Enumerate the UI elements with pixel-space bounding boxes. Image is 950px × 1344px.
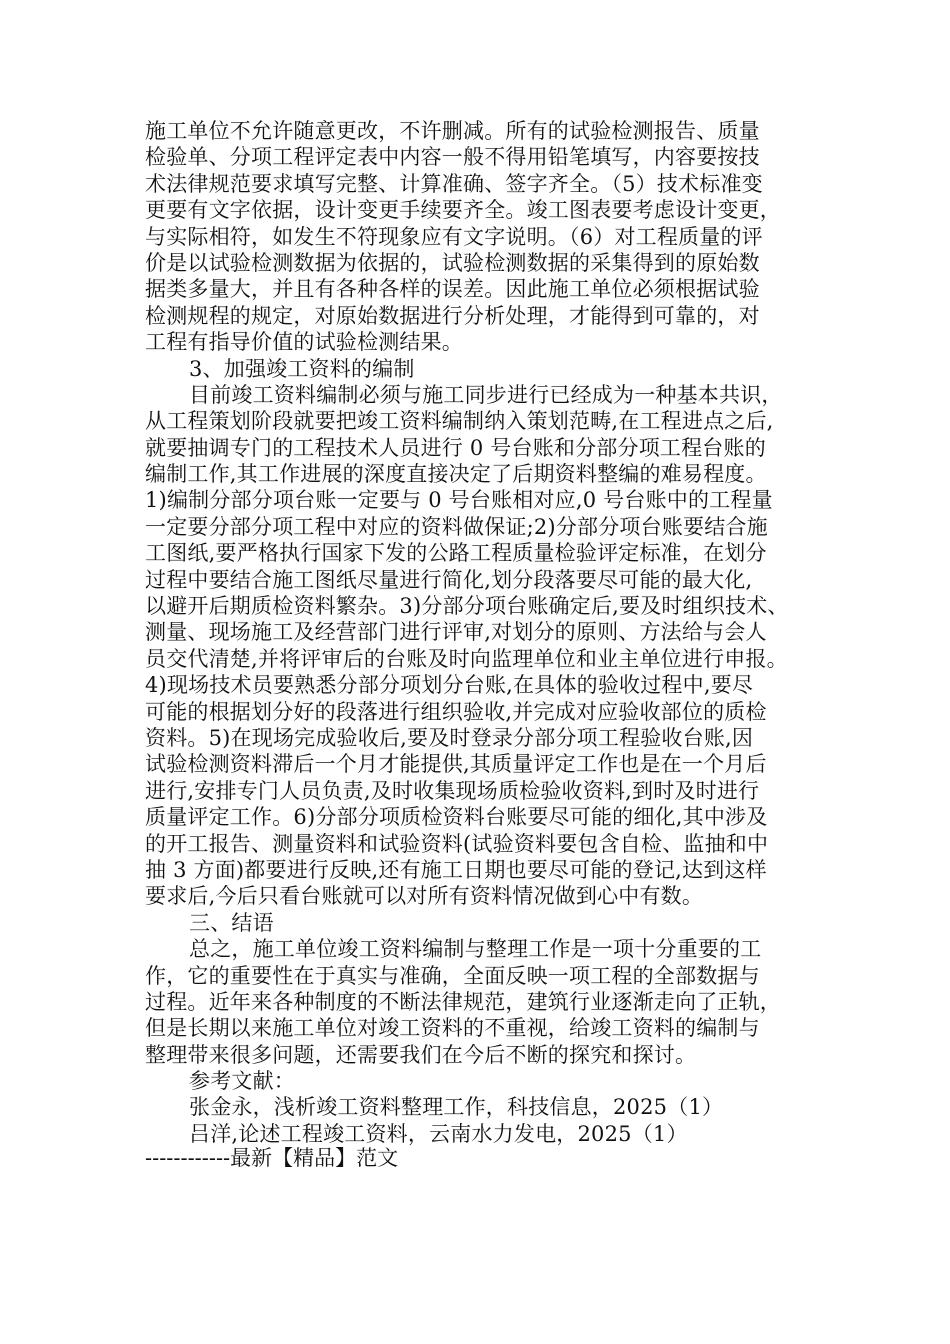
text-line: 就要抽调专门的工程技术人员进行 0 号台账和分部分项工程台账的 xyxy=(145,435,766,460)
text-line: 一定要分部分项工程中对应的资料做保证;2)分部分项台账要结合施 xyxy=(145,514,768,539)
document-body xyxy=(145,118,809,1147)
text-line: 以避开后期质检资料繁杂。3)分部分项台账确定后,要及时组织技术、 xyxy=(145,594,789,619)
text-line: 但是长期以来施工单位对竣工资料的不重视，给竣工资料的编制与 xyxy=(145,1016,760,1041)
text-line: 员交代清楚,并将评审后的台账及时向监理单位和业主单位进行申报。 xyxy=(145,646,788,671)
text-line: 过程中要结合施工图纸尽量进行简化,划分段落要尽可能的最大化, xyxy=(145,567,753,592)
text-line: 1)编制分部分项台账一定要与 0 号台账相对应,0 号台账中的工程量 xyxy=(145,488,773,513)
section-heading-3: 3、加强竣工资料的编制 xyxy=(189,356,415,381)
text-line: 工图纸,要严格执行国家下发的公路工程质量检验评定标准，在划分 xyxy=(145,541,767,566)
text-line: 的开工报告、测量资料和试验资料(试验资料要包含自检、监抽和中 xyxy=(145,831,769,856)
text-line: 过程。近年来各种制度的不断法律规范，建筑行业逐渐走向了正轨， xyxy=(145,989,781,1014)
reference-item: 吕洋,论述工程竣工资料，云南水力发电，2025（1） xyxy=(189,1121,688,1146)
references-heading: 参考文献： xyxy=(189,1069,295,1094)
text-line: 目前竣工资料编制必须与施工同步进行已经成为一种基本共识， xyxy=(189,382,783,407)
text-line: 术法律规范要求填写完整、计算准确、签字齐全。（5）技术标准变 xyxy=(145,171,763,196)
text-line: 抽 3 方面)都要进行反映,还有施工日期也要尽可能的登记,达到这样 xyxy=(145,857,767,882)
text-line: 据类多量大，并且有各种各样的误差。因此施工单位必须根据试验 xyxy=(145,277,760,302)
text-line: 检验单、分项工程评定表中内容一般不得用铅笔填写，内容要按技 xyxy=(145,145,760,170)
text-line: 总之，施工单位竣工资料编制与整理工作是一项十分重要的工 xyxy=(189,937,762,962)
text-line: 质量评定工作。6)分部分项质检资料台账要尽可能的细化,其中涉及 xyxy=(145,805,768,830)
text-line: 试验检测资料滞后一个月才能提供,其质量评定工作也是在一个月后 xyxy=(145,752,767,777)
text-line: 资料。5)在现场完成验收后,要及时登录分部分项工程验收台账,因 xyxy=(145,725,754,750)
section-heading-conclusion: 三、结语 xyxy=(189,910,274,935)
text-line: 编制工作,其工作进展的深度直接决定了后期资料整编的难易程度。 xyxy=(145,462,767,487)
text-line: 测量、现场施工及经营部门进行评审,对划分的原则、方法给与会人 xyxy=(145,620,767,645)
text-line: 与实际相符，如发生不符现象应有文字说明。（6）对工程质量的评 xyxy=(145,224,763,249)
text-line: 可能的根据划分好的段落进行组织验收,并完成对应验收部位的质检 xyxy=(145,699,767,724)
text-line: 工程有指导价值的试验检测结果。 xyxy=(145,330,463,355)
text-line: 从工程策划阶段就要把竣工资料编制纳入策划范畴,在工程进点之后, xyxy=(145,409,774,434)
text-line: 整理带来很多问题，还需要我们在今后不断的探究和探讨。 xyxy=(145,1042,697,1067)
text-line: 更要有文字依据，设计变更手续要齐全。竣工图表要考虑设计变更， xyxy=(145,198,781,223)
text-line: 检测规程的规定，对原始数据进行分析处理，才能得到可靠的，对 xyxy=(145,303,760,328)
footer-banner: ------------最新【精品】范文 xyxy=(145,1146,399,1170)
text-line: 作，它的重要性在于真实与准确，全面反映一项工程的全部数据与 xyxy=(145,963,760,988)
text-line: 施工单位不允许随意更改，不许删减。所有的试验检测报告、质量 xyxy=(145,119,760,143)
text-line: 价是以试验检测数据为依据的，试验检测数据的采集得到的原始数 xyxy=(145,250,760,275)
text-line: 要求后,今后只看台账就可以对所有资料情况做到心中有数。 xyxy=(145,884,704,909)
reference-item: 张金永，浅析竣工资料整理工作，科技信息，2025（1） xyxy=(189,1095,724,1120)
text-line: 进行,安排专门人员负责,及时收集现场质检验收资料,到时及时进行 xyxy=(145,778,760,803)
text-line: 4)现场技术员要熟悉分部分项划分台账,在具体的验收过程中,要尽 xyxy=(145,673,754,698)
